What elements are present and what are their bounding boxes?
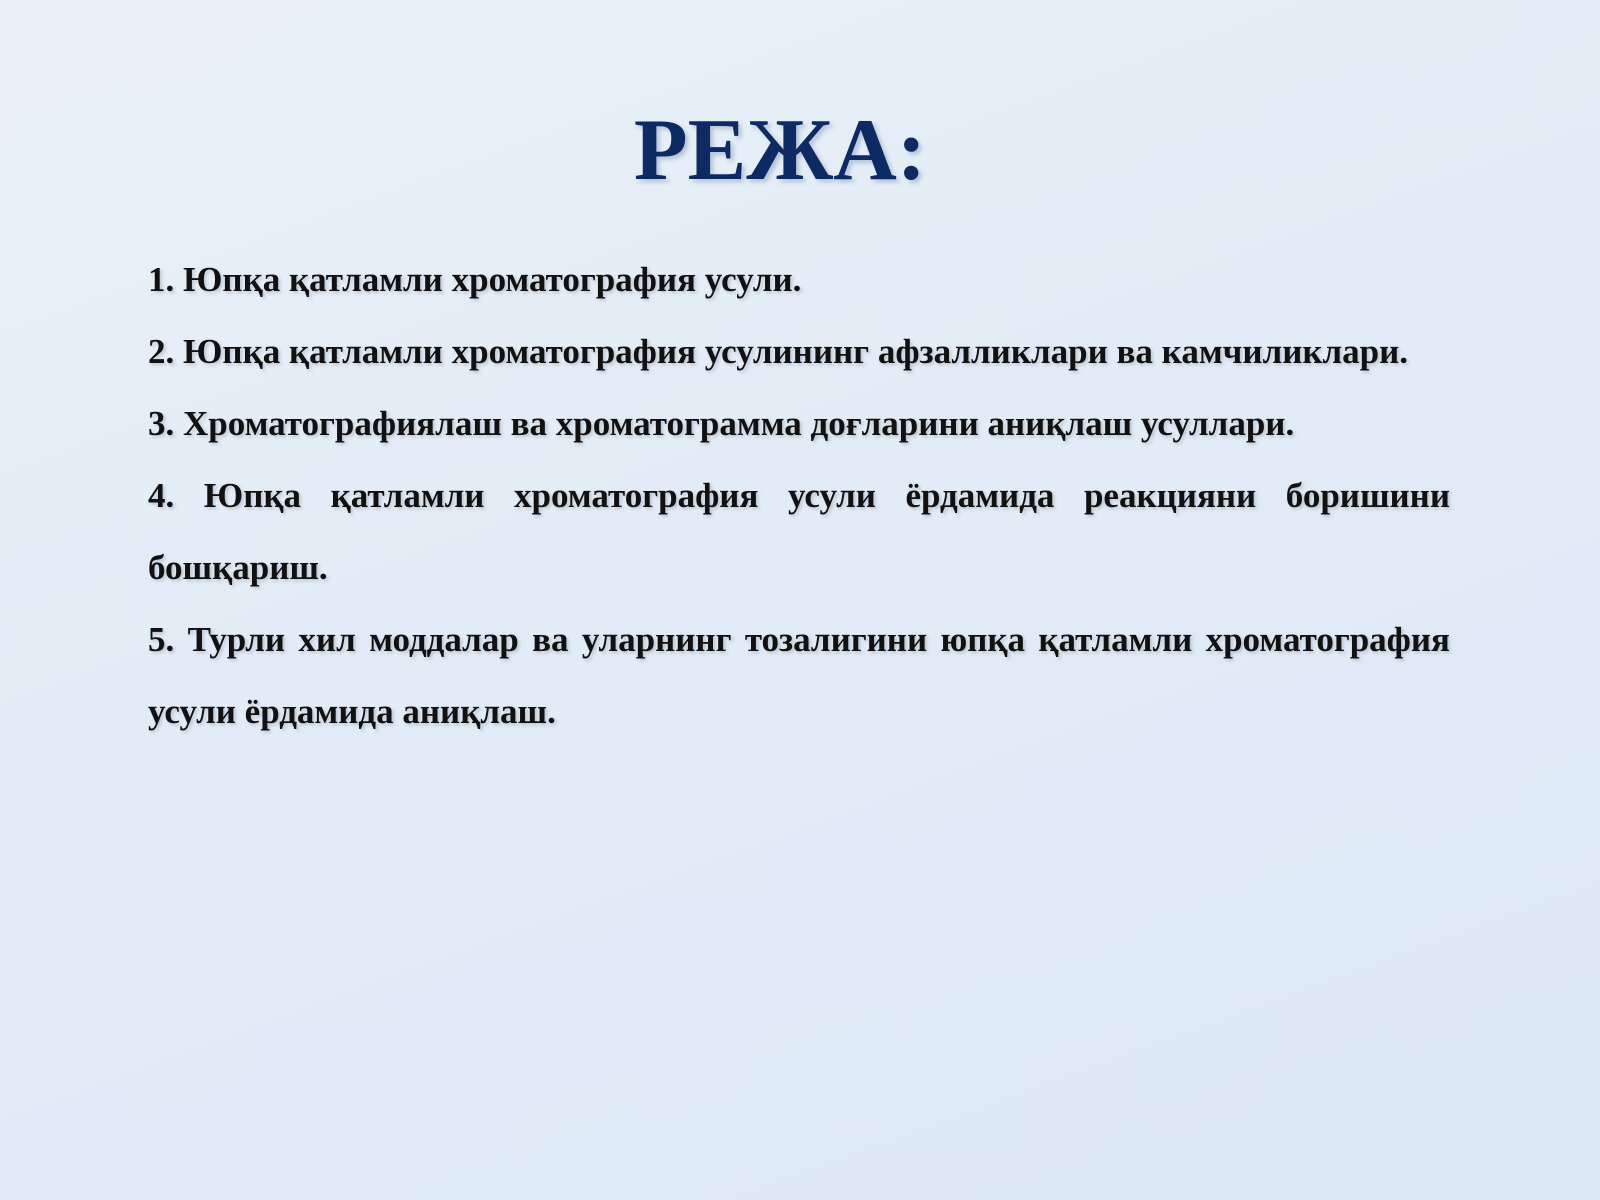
slide-title: РЕЖА:	[633, 102, 927, 199]
plan-item-3: 3. Хроматографиялаш ва хроматограмма доғларини аниқлаш усуллари.	[148, 404, 1295, 443]
plan-item-5: 5. Турли хил моддалар ва уларнинг тозалигини юпқа қатламли хроматография усули ёрдамида аниқлаш.	[148, 620, 1450, 731]
plan-item-1: 1. Юпқа қатламли хроматография усули.	[148, 260, 802, 299]
plan-list	[148, 244, 1450, 748]
plan-item-4: 4. Юпқа қатламли хроматография усули ёрдамида реакцияни боришини бошқариш.	[148, 476, 1450, 587]
plan-item-2: 2. Юпқа қатламли хроматография усулининг афзалликлари ва камчиликлари.	[148, 332, 1409, 371]
